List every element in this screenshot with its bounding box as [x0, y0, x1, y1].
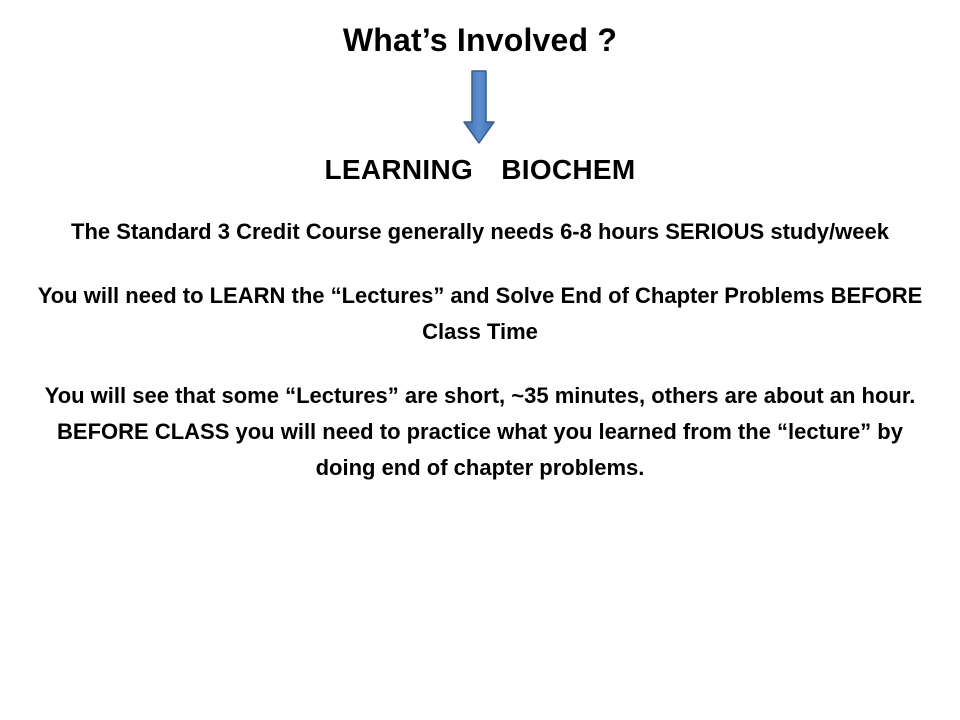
paragraph-lecture-length: You will see that some “Lectures” are short, ~35 minutes, others are about an hour. BEFORE CLASS you will need to practice what you learned from the “lecture” by doing end of chapter problems. — [44, 383, 916, 480]
slide-subtitle: LEARNING BIOCHEM — [324, 154, 636, 185]
paragraph-learn-lectures: You will need to LEARN the “Lectures” and Solve End of Chapter Problems BEFORE Class Time — [37, 283, 923, 344]
slide-title: What’s Involved ? — [342, 22, 618, 58]
arrow-down-icon — [463, 70, 495, 144]
paragraph-study-hours: The Standard 3 Credit Course generally needs 6-8 hours SERIOUS study/week — [71, 219, 889, 244]
body-text — [30, 214, 930, 486]
